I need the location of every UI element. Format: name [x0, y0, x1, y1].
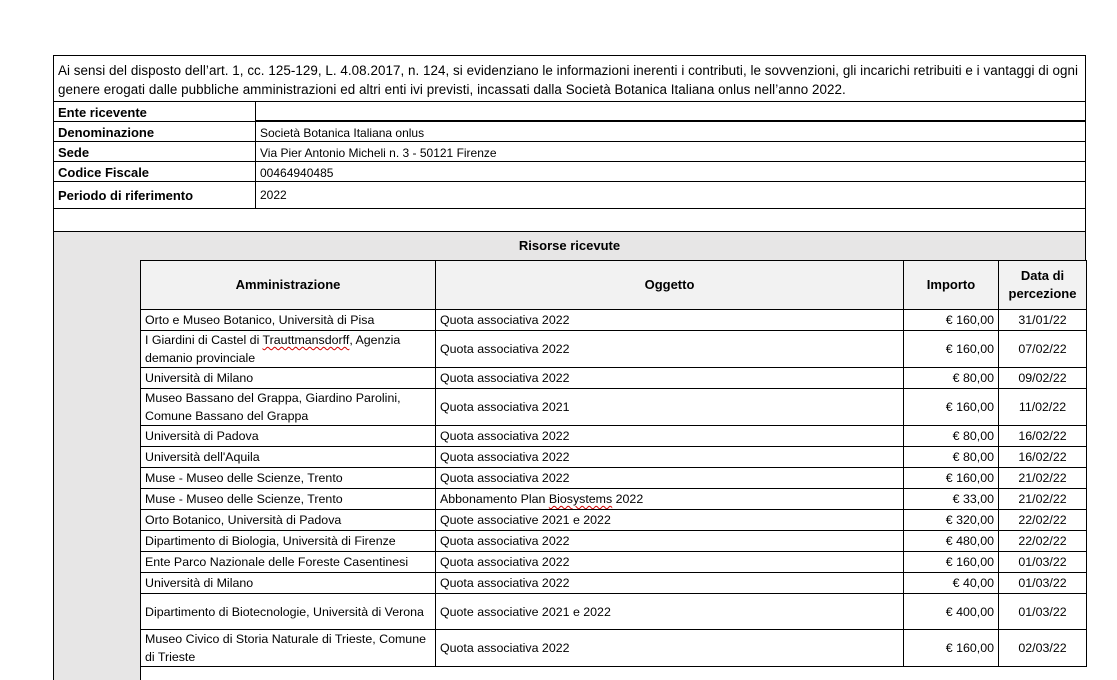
table-row — [141, 531, 1087, 552]
cell-oggetto: Quota associativa 2022 — [436, 573, 904, 594]
table-row — [141, 510, 1087, 531]
cell-importo: € 80,00 — [904, 426, 999, 447]
cell-text: , Agenzia demanio provinciale — [145, 333, 401, 365]
cell-oggetto: Quota associativa 2022 — [436, 447, 904, 468]
denominazione-value: Società Botanica Italiana onlus — [260, 126, 425, 140]
resources-table — [140, 260, 1087, 667]
cell-oggetto: Quota associativa 2022 — [436, 310, 904, 331]
table-row — [141, 630, 1087, 667]
cell-oggetto: Quota associativa 2022 — [436, 468, 904, 489]
table-row — [141, 368, 1087, 389]
cell-data: 09/02/22 — [999, 368, 1087, 389]
cell-oggetto: Quota associativa 2022 — [436, 426, 904, 447]
cell-data: 31/01/22 — [999, 310, 1087, 331]
cell-importo: € 320,00 — [904, 510, 999, 531]
cell-amministrazione: Dipartimento di Biotecnologie, Università di Verona — [141, 594, 436, 630]
cell-amministrazione: Università dell'Aquila — [141, 447, 436, 468]
section-title: Risorse ricevute — [53, 231, 1086, 261]
cell-data: 21/02/22 — [999, 468, 1087, 489]
cell-amministrazione: Museo Bassano del Grappa, Giardino Parolini, Comune Bassano del Grappa — [141, 389, 436, 426]
cell-importo: € 80,00 — [904, 368, 999, 389]
table-row — [141, 594, 1087, 630]
col-header-oggetto: Oggetto — [436, 261, 904, 310]
cell-amministrazione: Università di Padova — [141, 426, 436, 447]
table-row — [141, 552, 1087, 573]
cell-importo: € 160,00 — [904, 468, 999, 489]
ente-ricevente-value — [256, 102, 1085, 121]
cell-importo: € 160,00 — [904, 552, 999, 573]
cell-data: 01/03/22 — [999, 552, 1087, 573]
cell-oggetto: Quote associative 2021 e 2022 — [436, 510, 904, 531]
row-denominazione — [53, 122, 1086, 142]
table-row — [141, 389, 1087, 426]
table-row — [141, 331, 1087, 368]
periodo-value: 2022 — [260, 188, 287, 202]
cell-data: 16/02/22 — [999, 447, 1087, 468]
spacer-row — [53, 209, 1086, 232]
cell-amministrazione: Orto e Museo Botanico, Università di Pisa — [141, 310, 436, 331]
cell-oggetto — [436, 489, 904, 510]
cell-oggetto: Quote associative 2021 e 2022 — [436, 594, 904, 630]
cell-data: 11/02/22 — [999, 389, 1087, 426]
cell-amministrazione: Ente Parco Nazionale delle Foreste Casentinesi — [141, 552, 436, 573]
cell-amministrazione — [141, 331, 436, 368]
codice-fiscale-label: Codice Fiscale — [54, 162, 256, 181]
col-header-importo: Importo — [904, 261, 999, 310]
cell-importo: € 80,00 — [904, 447, 999, 468]
table-row — [141, 573, 1087, 594]
denominazione-label: Denominazione — [54, 122, 256, 141]
cell-amministrazione: Muse - Museo delle Scienze, Trento — [141, 489, 436, 510]
cell-data: 21/02/22 — [999, 489, 1087, 510]
cell-importo: € 480,00 — [904, 531, 999, 552]
cell-data: 01/03/22 — [999, 573, 1087, 594]
codice-fiscale-value: 00464940485 — [260, 166, 334, 180]
cell-text: I Giardini di Castel di — [145, 333, 263, 347]
spellcheck-word: Biosystems — [548, 492, 613, 506]
cell-data: 07/02/22 — [999, 331, 1087, 368]
cell-importo: € 160,00 — [904, 630, 999, 667]
cell-oggetto: Quota associativa 2022 — [436, 630, 904, 667]
col-header-data: Data di percezione — [999, 261, 1087, 310]
cell-importo: € 40,00 — [904, 573, 999, 594]
table-row — [141, 310, 1087, 331]
cell-amministrazione: Università di Milano — [141, 368, 436, 389]
row-ente-ricevente — [53, 102, 1086, 122]
cell-importo: € 160,00 — [904, 331, 999, 368]
sede-value: Via Pier Antonio Micheli n. 3 - 50121 Firenze — [260, 146, 497, 160]
intro-paragraph: Ai sensi del disposto dell’art. 1, cc. 125-129, L. 4.08.2017, n. 124, si evidenziano le informazioni inerenti i contributi, le sovvenzioni, gli incarichi retribuiti e i vantaggi di ogni genere erogati dalle pubbliche amministrazioni ed altri enti ivi previsti, incassati dalla Società Botanica Italiana onlus nell’anno 2022. — [53, 55, 1086, 102]
periodo-label: Periodo di riferimento — [54, 182, 256, 208]
cell-data: 22/02/22 — [999, 510, 1087, 531]
cell-text: 2022 — [612, 492, 644, 506]
cell-amministrazione: Museo Civico di Storia Naturale di Trieste, Comune di Trieste — [141, 630, 436, 667]
row-periodo — [53, 182, 1086, 209]
cell-oggetto: Quota associativa 2022 — [436, 368, 904, 389]
cell-importo: € 400,00 — [904, 594, 999, 630]
row-codice-fiscale — [53, 162, 1086, 182]
cell-amministrazione: Orto Botanico, Università di Padova — [141, 510, 436, 531]
left-grey-column — [53, 260, 141, 680]
cell-text: Abbonamento Plan — [440, 492, 549, 506]
sede-label: Sede — [54, 142, 256, 161]
cell-amministrazione: Università di Milano — [141, 573, 436, 594]
cell-data: 16/02/22 — [999, 426, 1087, 447]
cell-importo: € 160,00 — [904, 389, 999, 426]
table-row — [141, 426, 1087, 447]
cell-data: 02/03/22 — [999, 630, 1087, 667]
table-row — [141, 468, 1087, 489]
table-row — [141, 489, 1087, 510]
cell-importo: € 33,00 — [904, 489, 999, 510]
cell-oggetto: Quota associativa 2022 — [436, 331, 904, 368]
spellcheck-word: Trauttmansdorff — [262, 333, 350, 347]
cell-oggetto: Quota associativa 2021 — [436, 389, 904, 426]
table-header-row — [141, 261, 1087, 310]
cell-importo: € 160,00 — [904, 310, 999, 331]
row-sede — [53, 142, 1086, 162]
cell-oggetto: Quota associativa 2022 — [436, 552, 904, 573]
cell-amministrazione: Dipartimento di Biologia, Università di Firenze — [141, 531, 436, 552]
cell-data: 22/02/22 — [999, 531, 1087, 552]
cell-data: 01/03/22 — [999, 594, 1087, 630]
col-header-amministrazione: Amministrazione — [141, 261, 436, 310]
ente-ricevente-label: Ente ricevente — [54, 102, 256, 121]
table-row — [141, 447, 1087, 468]
cell-amministrazione: Muse - Museo delle Scienze, Trento — [141, 468, 436, 489]
cell-oggetto: Quota associativa 2022 — [436, 531, 904, 552]
